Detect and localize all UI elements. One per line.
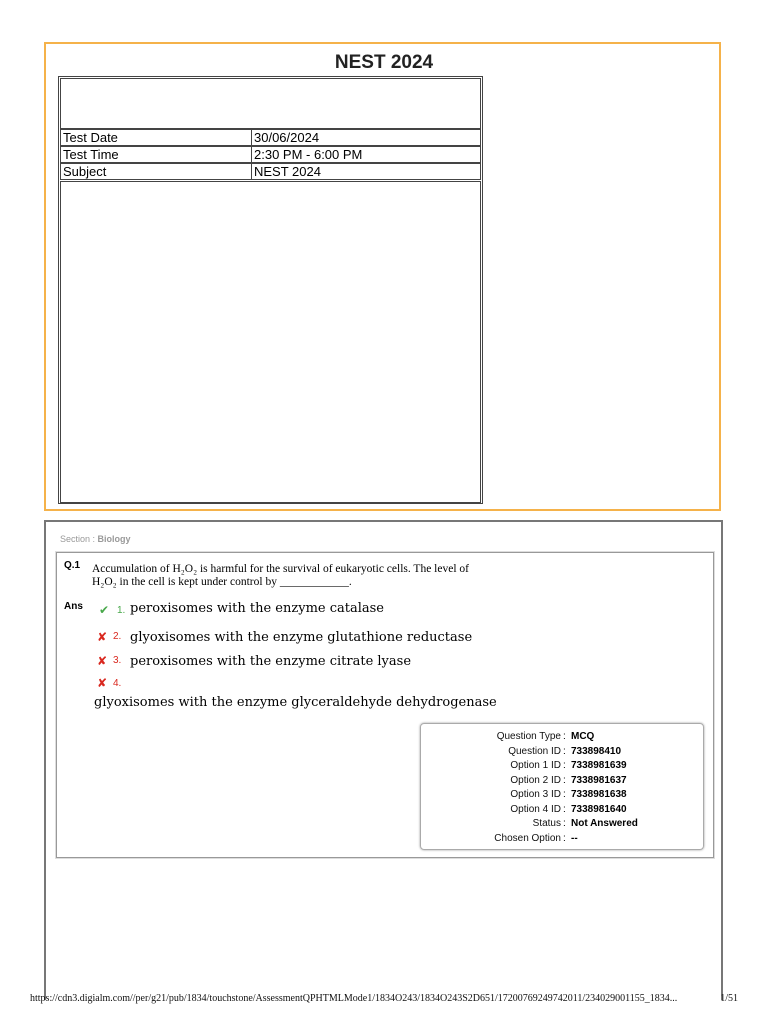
meta-row-status: Status : Not Answered [532, 818, 638, 829]
section-label: Section : Biology [60, 534, 131, 544]
section-name: Biology [97, 534, 131, 544]
meta-row: Option 2 ID : 7338981637 [510, 774, 627, 786]
meta-row: Question Type : MCQ [496, 731, 595, 742]
cross-icon: ✘ [97, 676, 108, 690]
page-number: 1/51 [720, 993, 738, 1004]
cross-icon: ✘ [97, 630, 108, 644]
meta-row: Option 1 ID : 7338981639 [510, 760, 627, 771]
candidate-photo-area [60, 181, 481, 503]
info-row-test-time [60, 146, 481, 163]
meta-row: Option 3 ID : 7338981638 [510, 789, 627, 800]
candidate-id-rows [60, 78, 481, 129]
option-number: 3. [113, 655, 122, 666]
question-meta-box [420, 723, 704, 850]
info-value: 2:30 PM - 6:00 PM [254, 147, 363, 162]
option-text-3: peroxisomes with the enzyme citrate lyase [130, 654, 412, 669]
question-text: Accumulation of H₂O₂ is harmful for the survival of eukaryotic cells. The level of H₂O₂ in the cell is kept under control by ____________. [92, 563, 469, 588]
answer-label: Ans [64, 601, 83, 612]
option-text-2: glyoxisomes with the enzyme glutathione reductase [130, 630, 473, 645]
question-card [56, 552, 714, 858]
meta-row: Option 4 ID : 7338981640 [510, 803, 627, 815]
question-number: Q.1 [64, 560, 81, 571]
meta-row-chosen: Chosen Option : -- [494, 832, 578, 844]
question-panel [44, 520, 723, 1000]
exam-title: NEST 2024 [334, 52, 434, 73]
info-label: Test Time [63, 147, 119, 162]
cross-icon: ✘ [97, 654, 108, 668]
option-number: 2. [113, 631, 122, 642]
info-label: Test Date [63, 130, 118, 145]
info-row-subject [60, 163, 481, 180]
option-text-4: glyoxisomes with the enzyme glyceraldehyde dehydrogenase [94, 695, 497, 710]
meta-row: Question ID : 733898410 [508, 745, 622, 757]
check-icon: ✔ [99, 603, 110, 617]
option-number: 4. [113, 678, 122, 689]
info-value: NEST 2024 [254, 164, 321, 179]
option-number: 1. [117, 605, 126, 616]
candidate-info-table [58, 76, 483, 504]
option-text-1: peroxisomes with the enzyme catalase [130, 601, 384, 616]
info-label: Subject [63, 164, 107, 179]
print-footer-url: https://cdn3.digialm.com//per/g21/pub/1834/touchstone/AssessmentQPHTMLMode1/1834O243/1834O243S2D651/17200769249742011/234029001155_1834... [30, 993, 678, 1004]
info-row-test-date [60, 129, 481, 146]
exam-info-box [44, 42, 721, 511]
info-value: 30/06/2024 [254, 130, 320, 145]
